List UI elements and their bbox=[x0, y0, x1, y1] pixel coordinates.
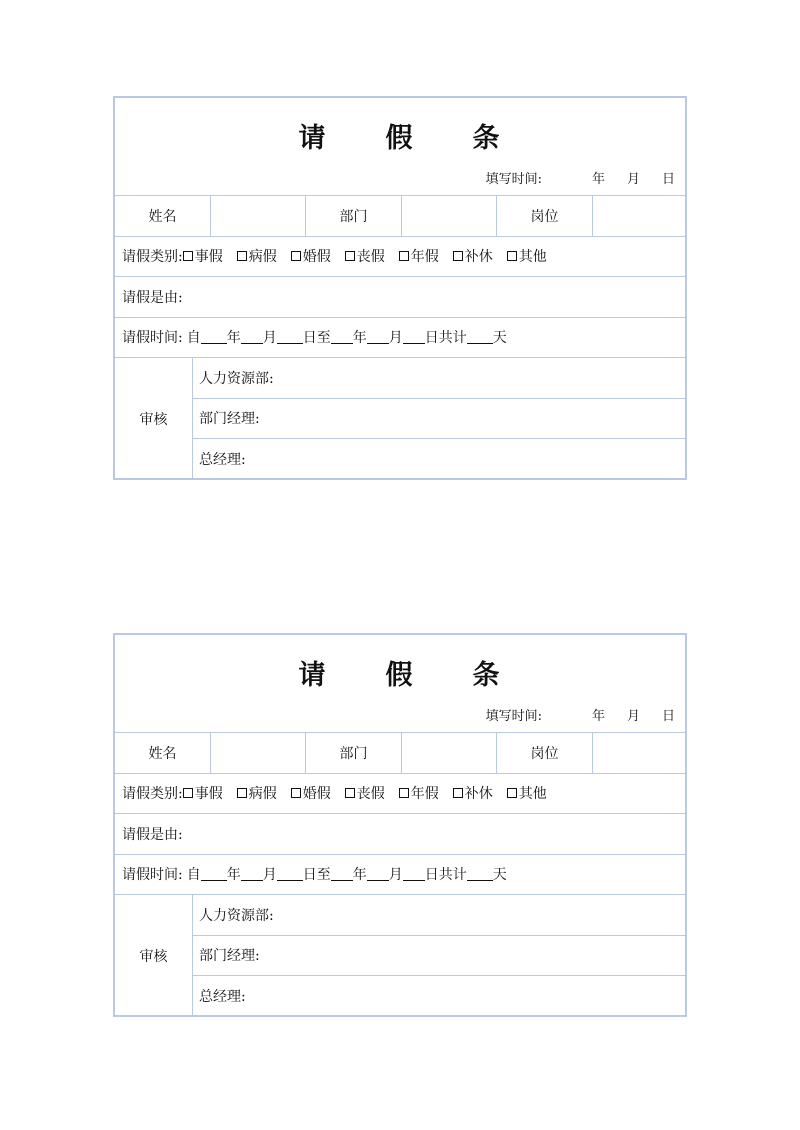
name-label: 姓名 bbox=[148, 208, 177, 225]
option-label: 病假 bbox=[248, 786, 277, 802]
option-label: 其他 bbox=[518, 249, 547, 265]
time-from: 自 bbox=[186, 330, 201, 346]
fill-date-day: 日 bbox=[661, 172, 675, 187]
checkbox-icon[interactable] bbox=[507, 251, 517, 261]
leave-type-option[interactable] bbox=[291, 783, 331, 803]
leave-time-row bbox=[122, 854, 507, 894]
fill-date-month: 月 bbox=[626, 172, 640, 187]
checkbox-icon[interactable] bbox=[399, 788, 409, 798]
review-hr[interactable]: 人力资源部: bbox=[199, 907, 274, 924]
leave-type-option[interactable] bbox=[399, 783, 439, 803]
leave-type-label: 请假类别: bbox=[122, 786, 183, 802]
time-month: 月 bbox=[262, 330, 277, 346]
time-from: 自 bbox=[186, 867, 201, 883]
time-month: 月 bbox=[262, 867, 277, 883]
option-label: 补休 bbox=[464, 786, 493, 802]
leave-type-option[interactable] bbox=[453, 246, 493, 266]
leave-form bbox=[113, 633, 687, 1017]
time-days: 天 bbox=[492, 867, 507, 883]
blank-field[interactable] bbox=[403, 330, 425, 344]
option-label: 事假 bbox=[194, 786, 223, 802]
reason-row[interactable] bbox=[122, 813, 183, 854]
blank-field[interactable] bbox=[277, 867, 303, 881]
option-label: 年假 bbox=[410, 249, 439, 265]
leave-type-option[interactable] bbox=[345, 246, 385, 266]
position-field[interactable] bbox=[593, 733, 687, 773]
form-title bbox=[115, 116, 685, 152]
leave-type-option[interactable] bbox=[399, 246, 439, 266]
reason-row[interactable] bbox=[122, 276, 183, 317]
time-label: 请假时间: bbox=[122, 330, 183, 346]
name-field[interactable] bbox=[211, 733, 305, 773]
leave-type-option[interactable] bbox=[237, 246, 277, 266]
leave-type-option[interactable] bbox=[183, 246, 223, 266]
checkbox-icon[interactable] bbox=[399, 251, 409, 261]
name-label: 姓名 bbox=[148, 745, 177, 762]
checkbox-icon[interactable] bbox=[183, 251, 193, 261]
checkbox-icon[interactable] bbox=[291, 251, 301, 261]
title-char: 请 bbox=[298, 660, 328, 691]
time-year: 年 bbox=[226, 867, 241, 883]
checkbox-icon[interactable] bbox=[345, 788, 355, 798]
option-label: 补休 bbox=[464, 249, 493, 265]
title-char: 假 bbox=[385, 123, 415, 154]
checkbox-icon[interactable] bbox=[183, 788, 193, 798]
name-field[interactable] bbox=[211, 196, 305, 236]
blank-field[interactable] bbox=[331, 867, 353, 881]
time-year: 年 bbox=[352, 330, 367, 346]
time-day: 日至 bbox=[302, 867, 331, 883]
blank-field[interactable] bbox=[277, 330, 303, 344]
divider bbox=[115, 813, 685, 814]
leave-type-option[interactable] bbox=[453, 783, 493, 803]
option-label: 年假 bbox=[410, 786, 439, 802]
divider bbox=[192, 935, 685, 936]
divider bbox=[192, 438, 685, 439]
leave-type-option[interactable] bbox=[237, 783, 277, 803]
option-label: 病假 bbox=[248, 249, 277, 265]
leave-type-option[interactable] bbox=[183, 783, 223, 803]
divider bbox=[192, 398, 685, 399]
blank-field[interactable] bbox=[331, 330, 353, 344]
review-dept-manager[interactable]: 部门经理: bbox=[199, 411, 260, 427]
blank-field[interactable] bbox=[367, 867, 389, 881]
blank-field[interactable] bbox=[241, 330, 263, 344]
fill-date-year: 年 bbox=[591, 709, 605, 724]
leave-type-row bbox=[122, 236, 561, 276]
time-day: 日共计 bbox=[424, 330, 467, 346]
blank-field[interactable] bbox=[241, 867, 263, 881]
leave-time-row bbox=[122, 317, 507, 357]
fill-date-month: 月 bbox=[626, 709, 640, 724]
review-dept-manager[interactable]: 部门经理: bbox=[199, 948, 260, 964]
department-field[interactable] bbox=[402, 196, 496, 236]
option-label: 事假 bbox=[194, 249, 223, 265]
divider bbox=[192, 357, 193, 480]
divider bbox=[192, 975, 685, 976]
fill-date-day: 日 bbox=[661, 709, 675, 724]
divider bbox=[192, 894, 193, 1017]
review-general-manager[interactable]: 总经理: bbox=[199, 989, 246, 1005]
checkbox-icon[interactable] bbox=[237, 788, 247, 798]
time-month: 月 bbox=[388, 330, 403, 346]
time-year: 年 bbox=[226, 330, 241, 346]
department-label: 部门 bbox=[339, 745, 368, 762]
fill-date-year: 年 bbox=[591, 172, 605, 187]
review-general-manager[interactable]: 总经理: bbox=[199, 452, 246, 468]
leave-type-label: 请假类别: bbox=[122, 249, 183, 265]
checkbox-icon[interactable] bbox=[453, 788, 463, 798]
leave-type-option[interactable] bbox=[507, 783, 547, 803]
time-year: 年 bbox=[352, 867, 367, 883]
leave-form bbox=[113, 96, 687, 480]
option-label: 其他 bbox=[518, 786, 547, 802]
checkbox-icon[interactable] bbox=[237, 251, 247, 261]
leave-type-row bbox=[122, 773, 561, 813]
review-label: 审核 bbox=[139, 411, 168, 428]
review-hr[interactable]: 人力资源部: bbox=[199, 370, 274, 387]
form-title bbox=[115, 653, 685, 689]
fill-date bbox=[486, 168, 675, 187]
blank-field[interactable] bbox=[467, 330, 493, 344]
department-label: 部门 bbox=[339, 208, 368, 225]
blank-field[interactable] bbox=[201, 867, 227, 881]
option-label: 婚假 bbox=[302, 249, 331, 265]
position-label: 岗位 bbox=[530, 745, 559, 762]
time-month: 月 bbox=[388, 867, 403, 883]
leave-type-option[interactable] bbox=[345, 783, 385, 803]
position-label: 岗位 bbox=[530, 208, 559, 225]
blank-field[interactable] bbox=[403, 867, 425, 881]
checkbox-icon[interactable] bbox=[507, 788, 517, 798]
checkbox-icon[interactable] bbox=[453, 251, 463, 261]
blank-field[interactable] bbox=[367, 330, 389, 344]
time-label: 请假时间: bbox=[122, 867, 183, 883]
option-label: 婚假 bbox=[302, 786, 331, 802]
position-field[interactable] bbox=[593, 196, 687, 236]
time-day: 日至 bbox=[302, 330, 331, 346]
fill-date bbox=[486, 705, 675, 724]
checkbox-icon[interactable] bbox=[291, 788, 301, 798]
option-label: 丧假 bbox=[356, 249, 385, 265]
leave-type-option[interactable] bbox=[291, 246, 331, 266]
title-char: 请 bbox=[298, 123, 328, 154]
divider bbox=[115, 276, 685, 277]
time-day: 日共计 bbox=[424, 867, 467, 883]
department-field[interactable] bbox=[402, 733, 496, 773]
fill-date-label: 填写时间: bbox=[485, 709, 542, 724]
review-label: 审核 bbox=[139, 948, 168, 965]
fill-date-label: 填写时间: bbox=[485, 172, 542, 187]
title-char: 条 bbox=[472, 123, 502, 154]
option-label: 丧假 bbox=[356, 786, 385, 802]
leave-type-option[interactable] bbox=[507, 246, 547, 266]
reason-label: 请假是由: bbox=[122, 826, 183, 843]
blank-field[interactable] bbox=[467, 867, 493, 881]
checkbox-icon[interactable] bbox=[345, 251, 355, 261]
time-days: 天 bbox=[492, 330, 507, 346]
title-char: 假 bbox=[385, 660, 415, 691]
blank-field[interactable] bbox=[201, 330, 227, 344]
title-char: 条 bbox=[472, 660, 502, 691]
reason-label: 请假是由: bbox=[122, 289, 183, 306]
